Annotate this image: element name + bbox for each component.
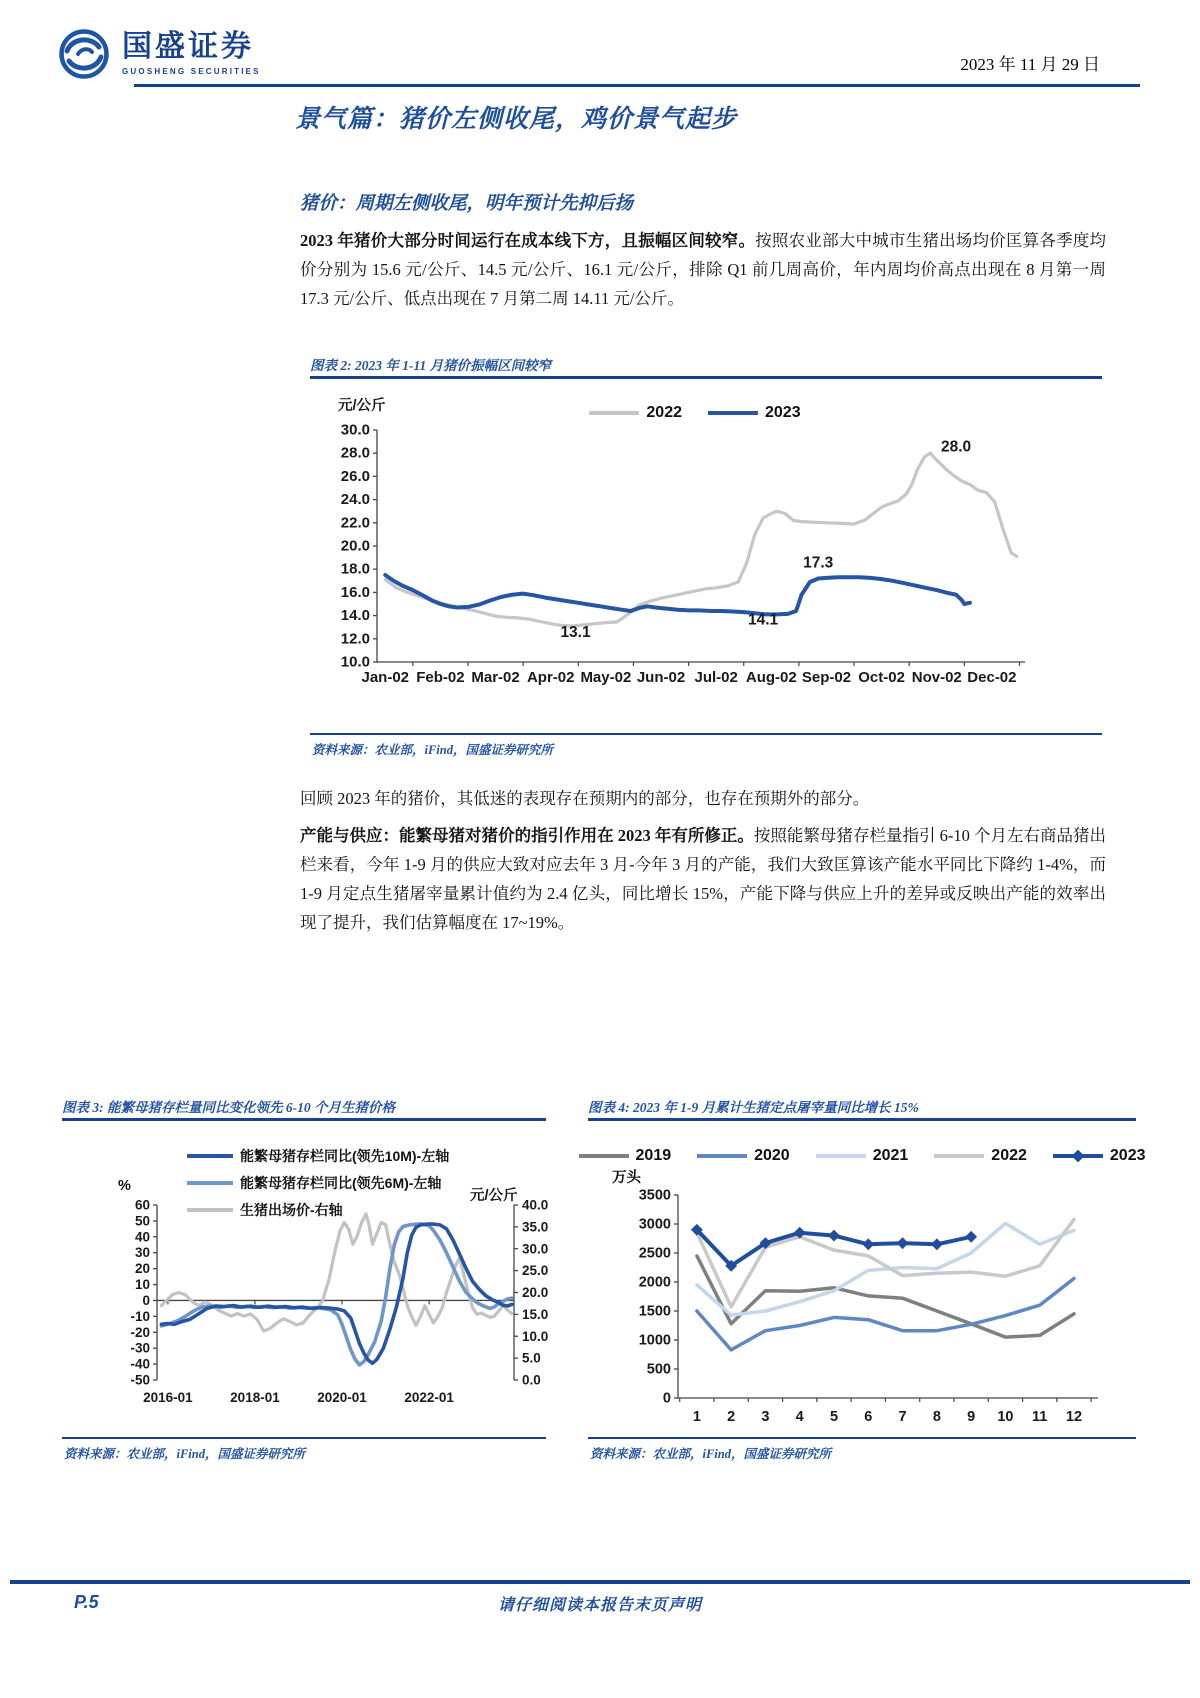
svg-text:2016-01: 2016-01 bbox=[143, 1390, 193, 1405]
footer-disclaimer: 请仔细阅读本报告末页声明 bbox=[497, 1597, 702, 1614]
svg-text:3000: 3000 bbox=[638, 1216, 671, 1233]
svg-text:2: 2 bbox=[727, 1409, 736, 1425]
svg-text:4: 4 bbox=[795, 1409, 804, 1425]
footer-rule bbox=[10, 1580, 1190, 1584]
svg-text:24.0: 24.0 bbox=[340, 491, 370, 509]
svg-text:Apr-02: Apr-02 bbox=[526, 669, 575, 686]
svg-text:Dec-02: Dec-02 bbox=[967, 669, 1017, 686]
legend-label: 2022 bbox=[646, 404, 682, 421]
svg-text:-30: -30 bbox=[130, 1340, 150, 1356]
fig3-unit-right-label: 元/公斤 bbox=[470, 1188, 518, 1204]
svg-text:5.0: 5.0 bbox=[522, 1350, 541, 1366]
svg-text:50: 50 bbox=[134, 1213, 150, 1229]
svg-text:May-02: May-02 bbox=[580, 669, 632, 686]
svg-text:Jul-02: Jul-02 bbox=[694, 669, 738, 686]
paragraph-1-body: 按照农业部大中城市生猪出场均价匡算各季度均价分别为 15.6 元/公斤、14.5 元/公斤、16.1 元/公斤，排除 Q1 前几周高价，年内周均价高点出现在 8 月第一周 17.3 元/公斤、低点出现在 7 月第二周 14.11 元/公斤。 bbox=[300, 231, 1107, 308]
svg-text:6: 6 bbox=[864, 1409, 873, 1425]
svg-text:-10: -10 bbox=[130, 1308, 150, 1324]
svg-text:10: 10 bbox=[134, 1277, 150, 1293]
paragraph-3-body: 按照能繁母猪存栏量指引 6-10 个月左右商品猪出栏来看，今年 1-9 月的供应大致对应去年 3 月-今年 3 月的产能，我们大致匡算该产能水平同比下降约 1-4%，而 1-9 月定点生猪屠宰量累计值约为 2.4 亿头，同比增长 15%，产能下降与供应上升的差异或反映出产能的效率出现了提升，我们估算幅度在 17~19%。 bbox=[300, 826, 1107, 932]
svg-text:12.0: 12.0 bbox=[340, 630, 370, 648]
svg-text:40: 40 bbox=[134, 1229, 150, 1245]
svg-text:2020-01: 2020-01 bbox=[317, 1390, 367, 1405]
svg-text:Sep-02: Sep-02 bbox=[801, 669, 852, 686]
svg-text:13.1: 13.1 bbox=[560, 624, 591, 642]
svg-text:Oct-02: Oct-02 bbox=[858, 669, 905, 686]
fig3-caption: 图表 3: 能繁母猪存栏量同比变化领先 6-10 个月生猪价格 bbox=[62, 1100, 395, 1115]
header-rule bbox=[134, 84, 1140, 87]
legend-label: 2023 bbox=[765, 404, 801, 421]
fig2-source: 资料来源：农业部，iFind，国盛证券研究所 bbox=[312, 743, 553, 757]
svg-text:16.0: 16.0 bbox=[340, 583, 370, 601]
fig2-source-rule bbox=[310, 733, 1102, 735]
svg-text:12: 12 bbox=[1065, 1409, 1083, 1425]
svg-text:10.0: 10.0 bbox=[340, 653, 370, 671]
svg-text:-20: -20 bbox=[130, 1324, 150, 1340]
fig3-source: 资料来源：农业部，iFind，国盛证券研究所 bbox=[64, 1447, 305, 1461]
legend-label: 2020 bbox=[754, 1147, 790, 1164]
svg-text:15.0: 15.0 bbox=[522, 1306, 549, 1322]
legend-label: 2022 bbox=[991, 1147, 1027, 1164]
svg-text:Jan-02: Jan-02 bbox=[361, 669, 410, 686]
svg-text:1000: 1000 bbox=[638, 1332, 671, 1349]
fig4-unit-label: 万头 bbox=[612, 1170, 641, 1186]
footer-page-number: P.5 bbox=[74, 1592, 99, 1612]
svg-text:18.0: 18.0 bbox=[340, 560, 370, 578]
paragraph-3 bbox=[300, 821, 1106, 937]
svg-text:9: 9 bbox=[967, 1409, 976, 1425]
svg-text:20.0: 20.0 bbox=[522, 1285, 549, 1300]
svg-text:30: 30 bbox=[134, 1245, 150, 1261]
fig4-caption: 图表 4: 2023 年 1-9 月累计生猪定点屠宰量同比增长 15% bbox=[588, 1100, 919, 1115]
svg-text:10: 10 bbox=[997, 1409, 1014, 1425]
fig2-caption: 图表 2: 2023 年 1-11 月猪价振幅区间较窄 bbox=[310, 358, 552, 373]
fig4-source-rule bbox=[588, 1437, 1136, 1439]
svg-text:40.0: 40.0 bbox=[522, 1197, 549, 1213]
svg-text:22.0: 22.0 bbox=[340, 514, 370, 532]
svg-text:3500: 3500 bbox=[638, 1187, 671, 1204]
paragraph-1-lead: 2023 年猪价大部分时间运行在成本线下方，且振幅区间较窄。 bbox=[300, 231, 756, 250]
legend-label: 2019 bbox=[635, 1147, 672, 1164]
svg-text:0: 0 bbox=[662, 1390, 671, 1407]
svg-text:1500: 1500 bbox=[638, 1303, 671, 1320]
pig-price-chart bbox=[325, 392, 1065, 712]
fig4-source: 资料来源：农业部，iFind，国盛证券研究所 bbox=[590, 1447, 831, 1461]
svg-text:60: 60 bbox=[134, 1197, 150, 1213]
logo-text-en: GUOSHENG SECURITIES bbox=[122, 67, 261, 76]
svg-text:30.0: 30.0 bbox=[522, 1241, 549, 1257]
slaughter-volume-chart bbox=[588, 1145, 1140, 1435]
legend-label: 能繁母猪存栏同比(领先6M)-左轴 bbox=[240, 1175, 442, 1191]
svg-text:2022-01: 2022-01 bbox=[404, 1390, 454, 1405]
legend-label: 2021 bbox=[872, 1147, 909, 1164]
legend-label: 2023 bbox=[1109, 1147, 1146, 1164]
page-title: 景气篇：猪价左侧收尾，鸡价景气起步 bbox=[295, 106, 738, 133]
svg-text:0: 0 bbox=[142, 1292, 150, 1308]
svg-text:26.0: 26.0 bbox=[340, 467, 370, 485]
svg-text:7: 7 bbox=[898, 1409, 907, 1425]
fig4-caption-rule bbox=[588, 1118, 1136, 1121]
logo-text-cn: 国盛证券 bbox=[122, 30, 254, 63]
svg-text:500: 500 bbox=[646, 1361, 671, 1378]
legend-label: 生猪出场价-右轴 bbox=[240, 1202, 343, 1218]
svg-text:Mar-02: Mar-02 bbox=[471, 669, 520, 686]
svg-text:14.0: 14.0 bbox=[340, 607, 370, 625]
svg-text:20.0: 20.0 bbox=[340, 537, 370, 555]
svg-text:Jun-02: Jun-02 bbox=[636, 669, 686, 686]
paragraph-2: 回顾 2023 年的猪价，其低迷的表现存在预期内的部分，也存在预期外的部分。 bbox=[300, 789, 870, 808]
svg-text:20: 20 bbox=[134, 1261, 150, 1277]
svg-text:0.0: 0.0 bbox=[522, 1372, 541, 1388]
logo bbox=[56, 26, 261, 82]
svg-text:28.0: 28.0 bbox=[340, 444, 370, 462]
svg-text:25.0: 25.0 bbox=[522, 1263, 549, 1279]
svg-text:8: 8 bbox=[932, 1409, 941, 1425]
fig2-unit-label: 元/公斤 bbox=[338, 398, 386, 414]
svg-text:2018-01: 2018-01 bbox=[230, 1390, 280, 1405]
svg-text:14.1: 14.1 bbox=[747, 611, 779, 629]
svg-text:Aug-02: Aug-02 bbox=[745, 669, 797, 686]
sow-inventory-chart bbox=[62, 1130, 562, 1430]
svg-text:-50: -50 bbox=[130, 1372, 150, 1388]
svg-text:30.0: 30.0 bbox=[340, 421, 370, 439]
fig3-unit-left-label: % bbox=[118, 1178, 131, 1194]
legend-label: 能繁母猪存栏同比(领先10M)-左轴 bbox=[240, 1148, 450, 1164]
guosheng-logo-icon bbox=[56, 26, 112, 82]
report-date: 2023 年 11 月 29 日 bbox=[960, 55, 1100, 74]
svg-text:17.3: 17.3 bbox=[803, 554, 834, 572]
paragraph-3-lead: 产能与供应：能繁母猪对猪价的指引作用在 2023 年有所修正。 bbox=[300, 826, 754, 845]
svg-text:Feb-02: Feb-02 bbox=[416, 669, 465, 686]
svg-text:11: 11 bbox=[1032, 1409, 1048, 1425]
svg-text:2500: 2500 bbox=[638, 1245, 671, 1262]
svg-text:Nov-02: Nov-02 bbox=[911, 669, 962, 686]
svg-text:10.0: 10.0 bbox=[522, 1328, 549, 1344]
svg-text:3: 3 bbox=[761, 1409, 770, 1425]
svg-text:5: 5 bbox=[829, 1409, 839, 1425]
paragraph-1 bbox=[300, 226, 1106, 313]
fig3-caption-rule bbox=[62, 1118, 546, 1121]
section-heading: 猪价：周期左侧收尾，明年预计先抑后扬 bbox=[300, 194, 634, 214]
fig3-source-rule bbox=[62, 1437, 546, 1439]
svg-text:28.0: 28.0 bbox=[940, 438, 972, 456]
svg-text:2000: 2000 bbox=[638, 1274, 671, 1291]
fig2-caption-rule bbox=[310, 376, 1102, 379]
svg-text:35.0: 35.0 bbox=[522, 1219, 549, 1235]
svg-text:-40: -40 bbox=[130, 1356, 150, 1372]
svg-text:1: 1 bbox=[692, 1409, 701, 1425]
